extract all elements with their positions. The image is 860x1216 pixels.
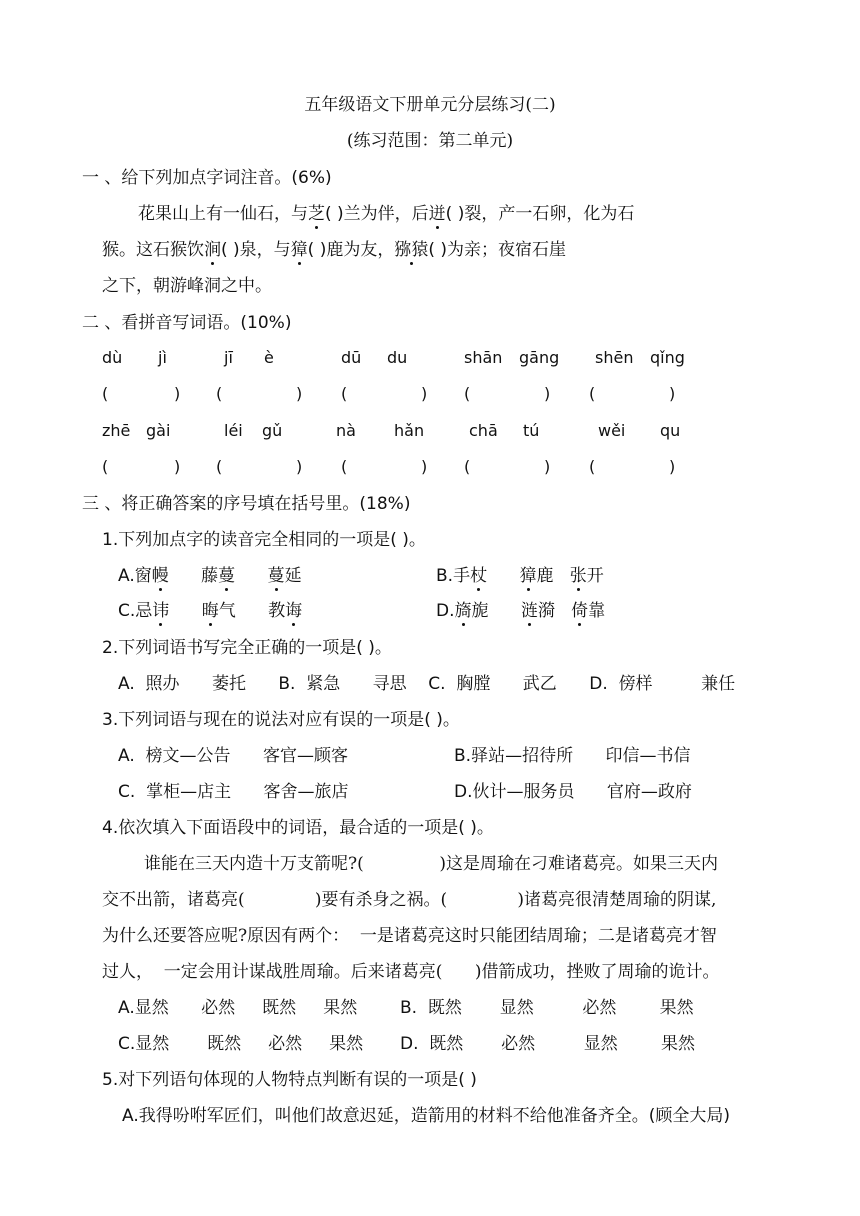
question-2: 2.下列词语书写完全正确的一项是( )。 (102, 638, 392, 658)
text: 花果山上有一仙石，与 (138, 204, 308, 224)
close-paren: ) (174, 384, 181, 403)
q4-option-d[interactable]: D. 既然 必然 显然 果然 (400, 1034, 695, 1054)
pinyin: jī (224, 348, 233, 367)
pinyin: qu (660, 421, 681, 440)
pinyin: qǐng (650, 348, 685, 367)
close-paren: ) (669, 457, 676, 476)
q2-options[interactable]: A. 照办 萎托 B. 紧急 寻思 C. 胸膛 武乙 D. 傍样 兼任 (118, 674, 736, 694)
answer-blank[interactable]: ( )为亲；夜宿石崖 (428, 240, 567, 260)
section-3-heading: 三 、将正确答案的序号填在括号里。(18%) (82, 494, 411, 514)
open-paren: ( (102, 384, 109, 403)
q4-passage-line-2: 交不出箭，诸葛亮( )要有杀身之祸。( )诸葛亮很清楚周瑜的阴谋, (102, 890, 717, 910)
question-5: 5.对下列语句体现的人物特点判断有误的一项是( ) (102, 1070, 477, 1090)
pinyin: du (387, 348, 408, 367)
pinyin: dū (341, 348, 362, 367)
pinyin: nà (336, 421, 356, 440)
pinyin: chā (469, 421, 498, 440)
q1-option-d[interactable]: D.旖旎 涟漪 倚靠 (436, 601, 606, 621)
page-title: 五年级语文下册单元分层练习(二) (304, 95, 556, 115)
pinyin: dù (102, 348, 123, 367)
close-paren: ) (296, 457, 303, 476)
q4-passage-line-3: 为什么还要答应呢?原因有两个： 一是诸葛亮这时只能团结周瑜；二是诸葛亮才智 (102, 926, 717, 946)
open-paren: ( (216, 384, 223, 403)
pinyin: wěi (598, 421, 626, 440)
close-paren: ) (421, 384, 428, 403)
section-1-line-2 (102, 239, 566, 261)
question-4: 4.依次填入下面语段中的词语，最合适的一项是( )。 (102, 818, 494, 838)
page-subtitle: (练习范围：第二单元) (346, 131, 514, 151)
answer-blank[interactable]: ( )裂，产一石卵，化为石 (445, 204, 635, 224)
close-paren: ) (544, 457, 551, 476)
pinyin: gāng (519, 348, 560, 367)
q4-passage-line-1: 谁能在三天内造十万支箭呢?( )这是周瑜在刁难诸葛亮。如果三天内 (144, 854, 719, 874)
pinyin: shēn (595, 348, 634, 367)
answer-blank[interactable]: ( )鹿为友， (307, 240, 395, 260)
section-1-line-3: 之下，朝游峰洞之中。 (102, 276, 272, 296)
q1-option-c[interactable]: C.忌讳 晦气 教诲 (118, 601, 303, 621)
dotted-char: 猕猿 (394, 240, 429, 260)
pinyin: è (264, 348, 274, 367)
open-paren: ( (464, 457, 471, 476)
q4-option-a[interactable]: A.显然 必然 既然 果然 (118, 998, 358, 1018)
close-paren: ) (421, 457, 428, 476)
dotted-char: 芝 (308, 204, 325, 224)
q4-option-b[interactable]: B. 既然 显然 必然 果然 (400, 998, 694, 1018)
open-paren: ( (102, 457, 109, 476)
question-3: 3.下列词语与现在的说法对应有误的一项是( )。 (102, 710, 460, 730)
pinyin: gǔ (262, 421, 283, 440)
dotted-char: 涧 (204, 240, 221, 260)
pinyin: shān (464, 348, 503, 367)
open-paren: ( (589, 384, 596, 403)
q3-option-a[interactable]: A. 榜文—公告 客官—顾客 (118, 746, 348, 766)
pinyin: léi (224, 421, 243, 440)
open-paren: ( (589, 457, 596, 476)
text: 猴。这石猴饮 (102, 240, 204, 260)
pinyin: tú (523, 421, 540, 440)
section-1-line-1 (138, 203, 634, 225)
q1-option-b[interactable]: B.手杖 獐鹿 张开 (436, 566, 604, 586)
q3-option-b[interactable]: B.驿站—招待所 印信—书信 (454, 746, 691, 766)
dotted-char: 迸 (428, 204, 446, 224)
answer-blank[interactable]: ( )泉，与 (221, 240, 291, 260)
open-paren: ( (341, 384, 348, 403)
pinyin: hǎn (394, 421, 425, 440)
q1-option-a[interactable]: A.窗幔 藤蔓 蔓延 (118, 566, 302, 586)
question-1: 1.下列加点字的读音完全相同的一项是( )。 (102, 530, 426, 550)
pinyin: jì (158, 348, 167, 367)
open-paren: ( (216, 457, 223, 476)
close-paren: ) (174, 457, 181, 476)
q3-option-c[interactable]: C. 掌柜—店主 客舍—旅店 (118, 782, 349, 802)
open-paren: ( (464, 384, 471, 403)
section-2-heading: 二 、看拼音写词语。(10%) (82, 313, 292, 333)
q4-passage-line-4: 过人， 一定会用计谋战胜周瑜。后来诸葛亮( )借箭成功，挫败了周瑜的诡计。 (102, 962, 720, 982)
dotted-char: 獐 (290, 240, 308, 260)
pinyin: zhē (102, 421, 131, 440)
close-paren: ) (296, 384, 303, 403)
q4-option-c[interactable]: C.显然 既然 必然 果然 (118, 1034, 364, 1054)
q5-option-a[interactable]: A.我得吩咐军匠们，叫他们故意迟延，造箭用的材料不给他准备齐全。(顾全大局) (122, 1106, 730, 1126)
close-paren: ) (544, 384, 551, 403)
q3-option-d[interactable]: D.伙计—服务员 官府—政府 (454, 782, 692, 802)
close-paren: ) (669, 384, 676, 403)
answer-blank[interactable]: ( )兰为伴，后 (325, 204, 429, 224)
section-1-heading: 一 、给下列加点字词注音。(6%) (82, 168, 332, 188)
open-paren: ( (341, 457, 348, 476)
pinyin: gài (146, 421, 171, 440)
